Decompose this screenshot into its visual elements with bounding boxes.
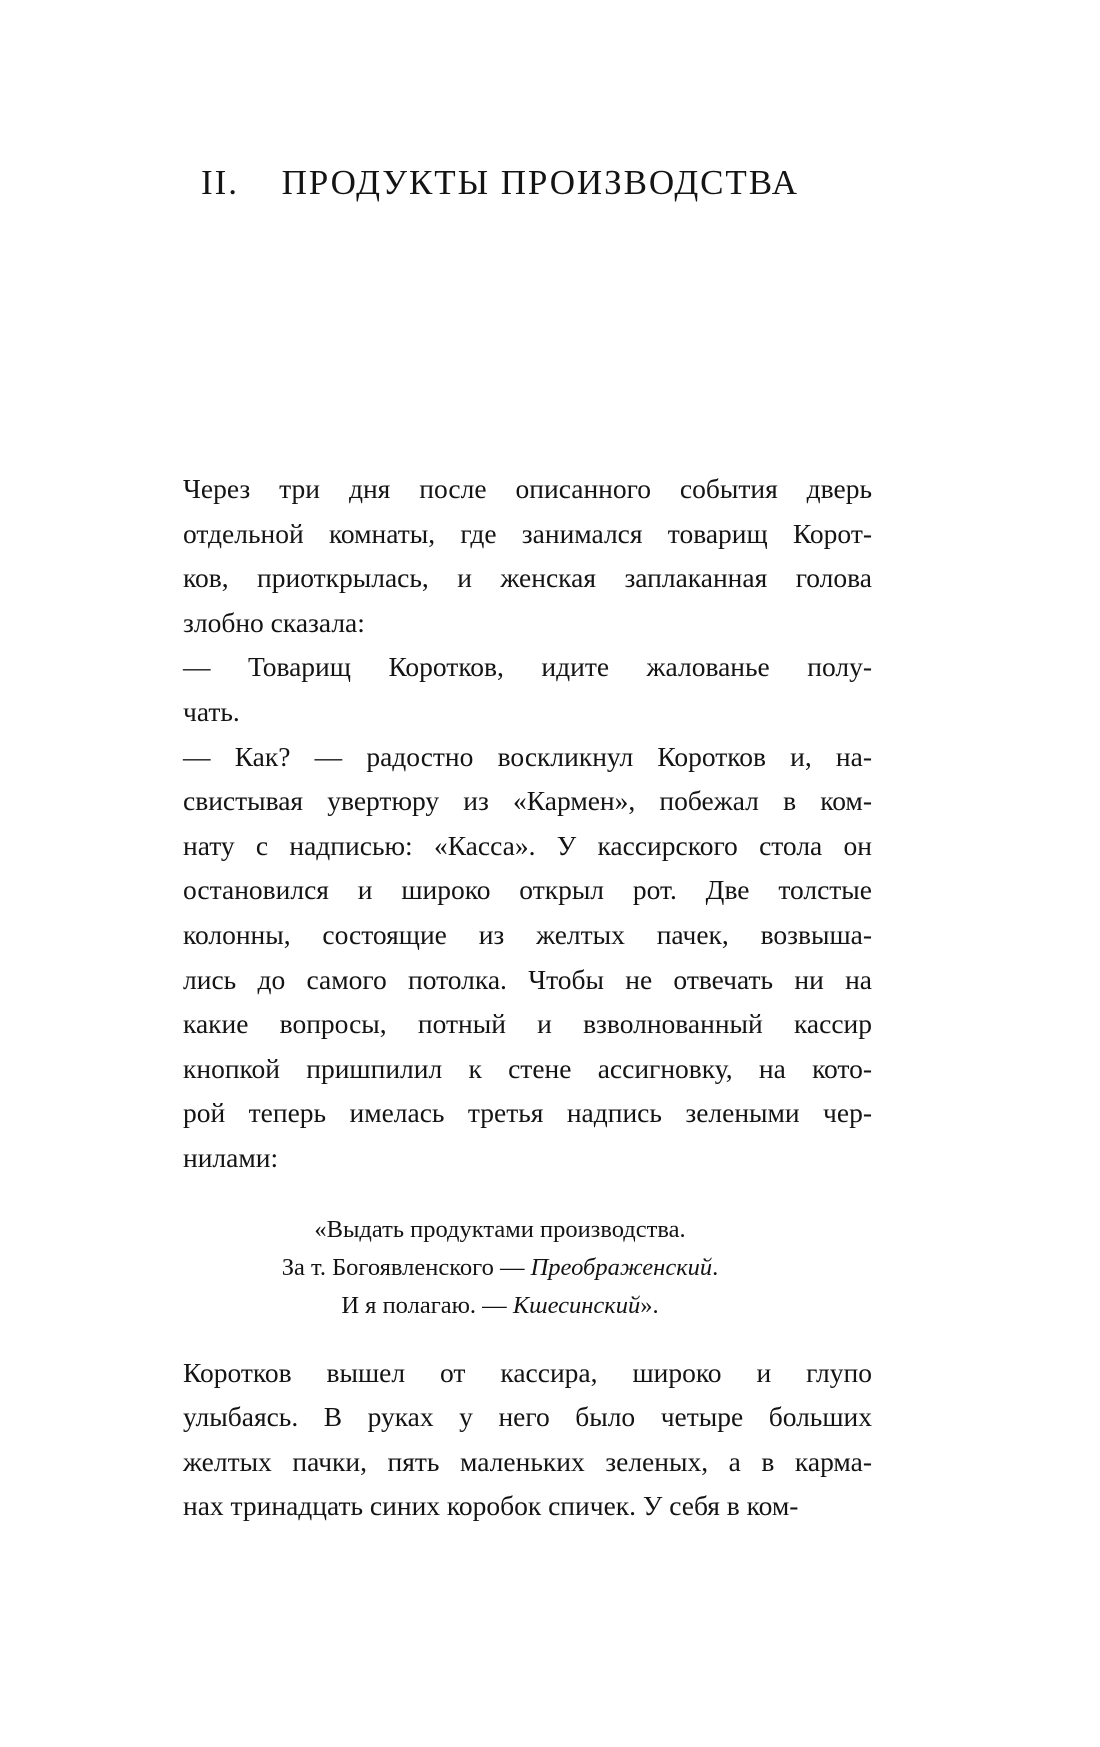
quote-text-tail: . <box>712 1253 719 1281</box>
text-line: желтых пачки, пять маленьких зеленых, а в карма- <box>183 1445 872 1477</box>
text-line: — Как? — радостно воскликнул Коротков и, на- <box>183 740 872 772</box>
inscription-quote <box>128 1211 872 1325</box>
quote-line <box>128 1249 872 1287</box>
paragraph-3 <box>128 735 872 1181</box>
text-line: какие вопросы, потный и взволнованный кассир <box>183 1008 872 1040</box>
text-line: кнопкой пришпилил к стене ассигновку, на кото- <box>183 1052 872 1084</box>
text-line: свистывая увертюру из «Кармен», побежал в ком- <box>183 785 872 817</box>
text-line: нах тринадцать синих коробок спичек. У себя в ком- <box>183 1490 799 1522</box>
quote-line <box>128 1287 872 1325</box>
text-line: нилами: <box>183 1141 279 1173</box>
chapter-title-text: ПРОДУКТЫ ПРОИЗВОДСТВА <box>281 163 799 202</box>
quote-italic-name: Преображенский <box>530 1253 713 1281</box>
text-line: отдельной комнаты, где занимался товарищ Корот- <box>183 517 872 549</box>
quote-text-tail: ». <box>640 1291 659 1319</box>
body-text <box>128 467 872 1529</box>
text-line: улыбаясь. В руках у него было четыре больших <box>183 1401 872 1433</box>
text-line: лись до самого потолка. Чтобы не отвечать ни на <box>183 963 872 995</box>
quote-text: За т. Богоявленского — <box>281 1253 531 1281</box>
text-line: чать. <box>183 695 240 727</box>
quote-text: «Выдать продуктами производства. <box>314 1215 686 1243</box>
paragraph-4 <box>128 1351 872 1529</box>
chapter-number: II. <box>201 163 239 202</box>
text-line: ков, приоткрылась, и женская заплаканная голова <box>183 562 872 594</box>
text-line: Через три дня после описанного события дверь <box>183 473 872 504</box>
text-line: — Товарищ Коротков, идите жалованье полу- <box>183 651 872 683</box>
text-line: злобно сказала: <box>183 606 365 638</box>
quote-italic-name: Кшесинский <box>512 1291 641 1319</box>
text-line: рой теперь имелась третья надпись зелеными чер- <box>183 1097 872 1129</box>
paragraph-1 <box>128 467 872 645</box>
quote-line <box>128 1211 872 1249</box>
text-line: нату с надписью: «Касса». У кассирского стола он <box>183 829 872 861</box>
paragraph-2 <box>128 645 872 734</box>
text-line: Коротков вышел от кассира, широко и глупо <box>183 1356 872 1388</box>
text-line: остановился и широко открыл рот. Две толстые <box>183 874 872 906</box>
page-content <box>128 0 872 1529</box>
quote-text: И я полагаю. — <box>341 1291 513 1319</box>
chapter-heading <box>128 0 872 203</box>
text-line: колонны, состоящие из желтых пачек, возвыша- <box>183 918 872 950</box>
